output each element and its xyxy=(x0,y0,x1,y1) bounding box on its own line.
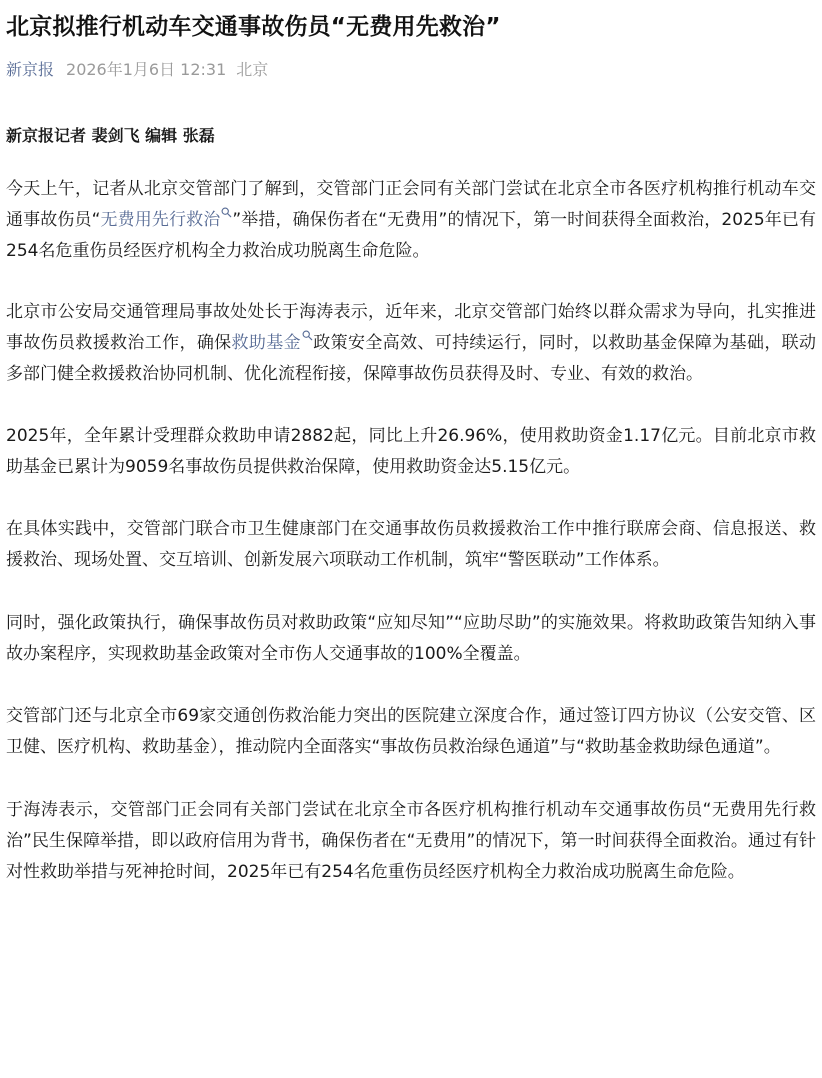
search-icon xyxy=(302,330,313,341)
paragraph-text: 北京市公安局交通管理局事故处处长于海涛表示，近年来，北京交管部门始终以群众需求为导向，扎实推进事故伤员救援救治工作，确保 xyxy=(6,302,816,353)
search-link-free-treatment[interactable] xyxy=(100,210,232,230)
search-link-label: 救助基金 xyxy=(231,333,301,353)
article-meta xyxy=(6,58,816,82)
search-link-rescue-fund[interactable] xyxy=(232,333,313,353)
paragraph-6: 交管部门还与北京全市69家交通创伤救治能力突出的医院建立深度合作，通过签订四方协议（公安交管、区卫健、医疗机构、救助基金），推动院内全面落实“事故伤员救治绿色通道”与“救助基金救助绿色通道”。 xyxy=(6,706,816,757)
paragraph-text: 政策安全高效、可持续运行，同时，以救助基金保障为基础，联动多部门健全救援救治协同机制、优化流程衔接，保障事故伤员获得及时、专业、有效的救治。 xyxy=(6,333,817,384)
source-link[interactable]: 新京报 xyxy=(6,60,55,79)
paragraph-text: 今天上午，记者从北京交管部门了解到，交管部门正会同有关部门尝试在北京全市各医疗机构推行机动车交通事故伤员“ xyxy=(6,179,816,230)
search-icon xyxy=(221,207,232,218)
search-link-label: 无费用先行救治 xyxy=(100,210,221,230)
article-title: 北京拟推行机动车交通事故伤员“无费用先救治” xyxy=(6,14,501,40)
byline: 新京报记者 裴剑飞 编辑 张磊 xyxy=(6,126,215,145)
publish-location: 北京 xyxy=(236,60,269,79)
paragraph-7: 于海涛表示，交管部门正会同有关部门尝试在北京全市各医疗机构推行机动车交通事故伤员“无费用先行救治”民生保障举措，即以政府信用为背书，确保伤者在“无费用”的情况下，第一时间获得全面救治。通过有针对性救助举措与死神抢时间，2025年已有254名危重伤员经医疗机构全力救治成功脱离生命危险。 xyxy=(6,800,816,882)
paragraph-1 xyxy=(6,174,816,267)
paragraph-4: 在具体实践中，交管部门联合市卫生健康部门在交通事故伤员救援救治工作中推行联席会商、信息报送、救援救治、现场处置、交互培训、创新发展六项联动工作机制，筑牢“警医联动”工作体系。 xyxy=(6,519,816,570)
paragraph-3: 2025年，全年累计受理群众救助申请2882起，同比上升26.96%，使用救助资金1.17亿元。目前北京市救助基金已累计为9059名事故伤员提供救治保障，使用救助资金达5.15亿元。 xyxy=(6,426,816,477)
paragraph-5: 同时，强化政策执行，确保事故伤员对救助政策“应知尽知”“应助尽助”的实施效果。将救助政策告知纳入事故办案程序，实现救助基金政策对全市伤人交通事故的100%全覆盖。 xyxy=(6,613,816,664)
paragraph-2 xyxy=(6,297,816,390)
paragraph-text: ”举措，确保伤者在“无费用”的情况下，第一时间获得全面救治，2025年已有254名危重伤员经医疗机构全力救治成功脱离生命危险。 xyxy=(6,210,817,261)
publish-time: 2026年1月6日 12:31 xyxy=(66,60,227,79)
